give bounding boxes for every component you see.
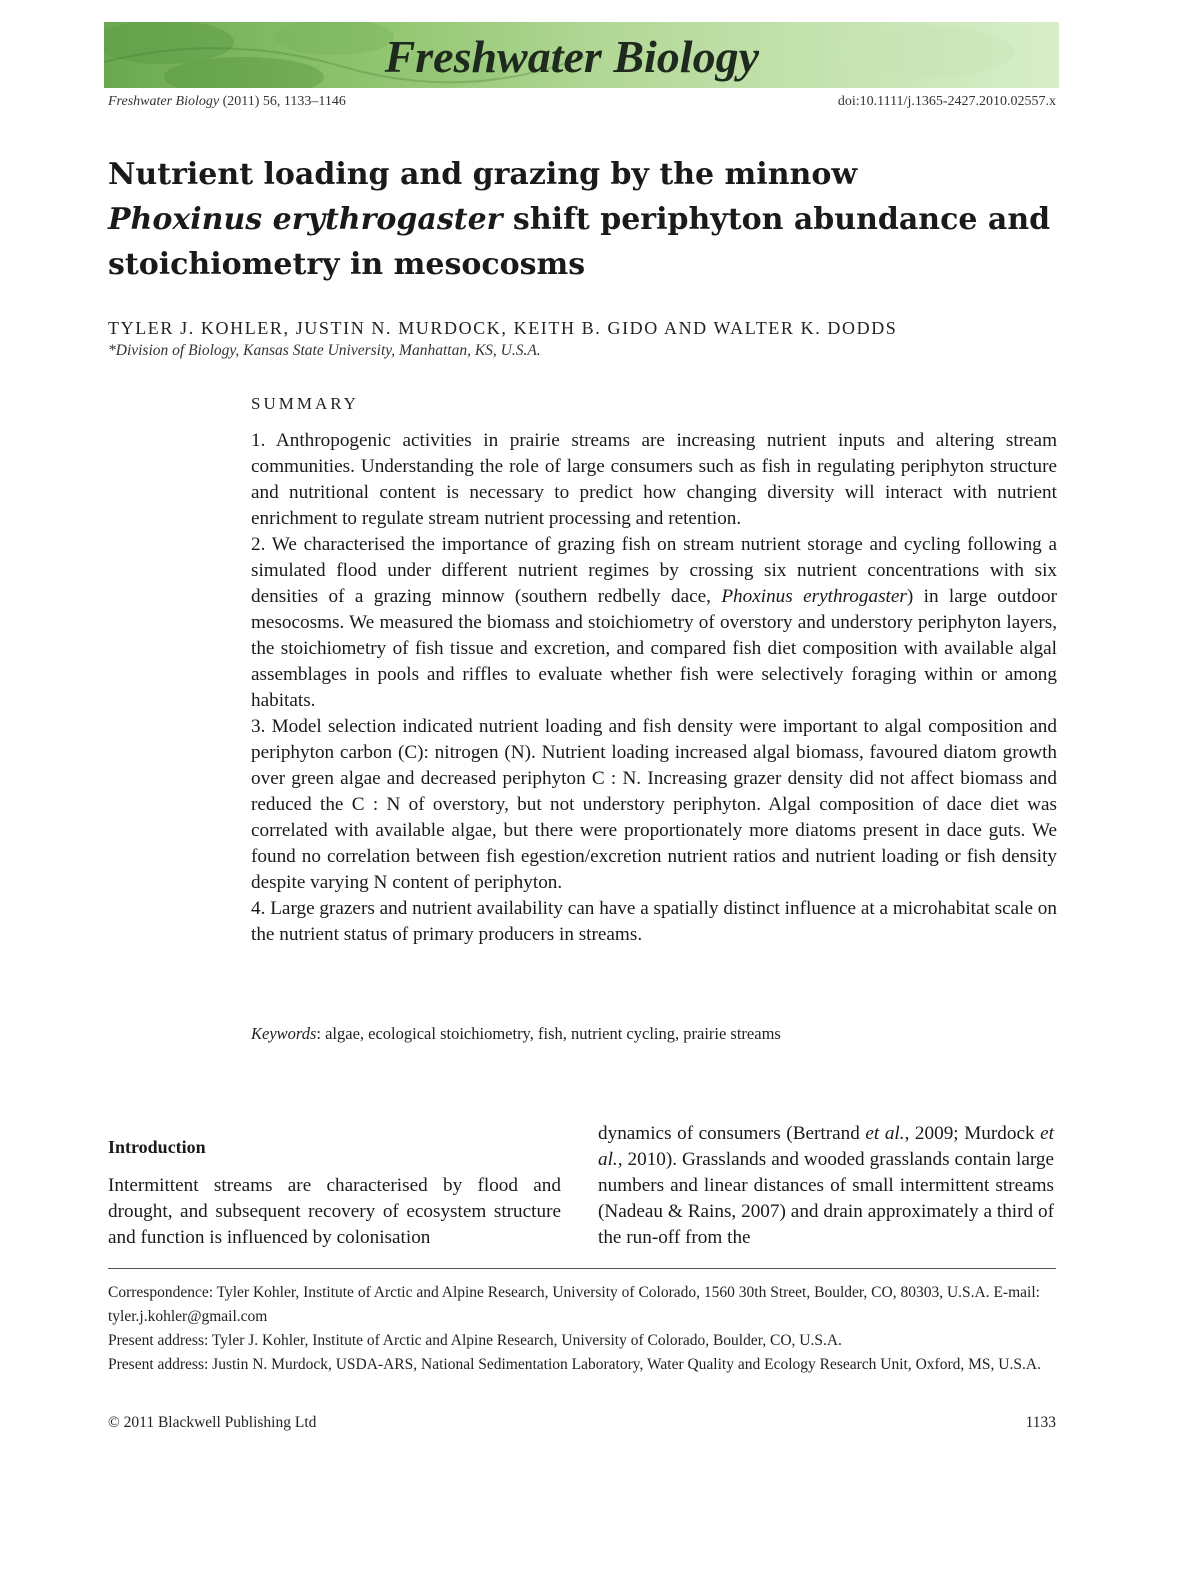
article-title [108, 152, 1068, 287]
footnote-divider [108, 1268, 1056, 1269]
summary-point-2-text-b: ) in large outdoor mesocosms. We measured the biomass and stoichiometry of overstory and understory periphyton layers, the stoichiometry of fish tissue and excretion, and compared fish diet composition with available algal assemblages in pools and riffles to evaluate whether fish were selectively foraging within or among habitats. [251, 586, 1057, 711]
summary-point-3: 3. Model selection indicated nutrient loading and fish density were important to algal composition and periphyton carbon (C): nitrogen (N). Nutrient loading increased algal biomass, favoured diatom growth over green algae and decreased periphyton C : N. Increasing grazer density did not affect biomass and reduced the C : N of overstory, but not understory periphyton. Algal composition of dace diet was correlated with available algae, but there were proportionately more diatoms present in dace guts. We found no correlation between fish egestion/excretion nutrient ratios and nutrient loading or fish density despite varying N content of periphyton. [251, 716, 1057, 893]
keywords-label: Keywords [251, 1024, 317, 1043]
summary-heading: SUMMARY [251, 394, 359, 413]
intro-right-text-c: , 2010). Grasslands and wooded grasslands contain large numbers and linear distances of small intermittent streams (Nadeau & Rains, 2007) and drain approximately a third of the run-off from the [598, 1149, 1054, 1248]
intro-right-text [598, 1121, 1054, 1251]
et-al-2: et al. [598, 1123, 1054, 1170]
intro-right-text-b: , 2009; Murdock [904, 1123, 1041, 1144]
title-part-1: Nutrient loading and grazing by the minnow [108, 157, 858, 192]
et-al-1: et al. [865, 1123, 905, 1144]
doi[interactable]: doi:10.1111/j.1365-2427.2010.02557.x [837, 94, 1056, 109]
summary-point-2-text-a: 2. We characterised the importance of grazing fish on stream nutrient storage and cycling following a simulated flood under different nutrient regimes by crossing six nutrient concentrations with six densities of a grazing minnow (southern redbelly dace, [251, 534, 1057, 607]
present-address-2: Present address: Justin N. Murdock, USDA-ARS, National Sedimentation Laboratory, Water Quality and Ecology Research Unit, Oxford, MS, U.S.A. [108, 1356, 1041, 1373]
summary-body [251, 428, 1057, 948]
footnotes [108, 1281, 1058, 1377]
intro-right-text-a: dynamics of consumers (Bertrand [598, 1123, 866, 1144]
summary-point-4: 4. Large grazers and nutrient availability can have a spatially distinct influence at a microhabitat scale on the nutrient status of primary producers in streams. [251, 898, 1057, 945]
copyright-notice: © 2011 Blackwell Publishing Ltd [108, 1414, 317, 1431]
summary-point-2-species: Phoxinus erythrogaster [721, 586, 907, 607]
citation-journal: Freshwater Biology [108, 94, 220, 109]
citation-line [108, 94, 346, 110]
intro-left-column [108, 1134, 561, 1251]
author-list: TYLER J. KOHLER, JUSTIN N. MURDOCK, KEITH B. GIDO AND WALTER K. DODDS [108, 318, 898, 338]
page-number: 1133 [1025, 1414, 1056, 1431]
citation-details: (2011) 56, 1133–1146 [219, 94, 346, 109]
keywords [251, 1024, 1057, 1044]
author-affiliation: *Division of Biology, Kansas State University, Manhattan, KS, U.S.A. [108, 342, 541, 359]
introduction-heading: Introduction [108, 1137, 206, 1157]
title-part-2: shift periphyton abundance and stoichiometry in mesocosms [108, 202, 1051, 282]
journal-banner-title: Freshwater Biology [384, 31, 759, 82]
summary-point-1: 1. Anthropogenic activities in prairie streams are increasing nutrient inputs and altering stream communities. Understanding the role of large consumers such as fish in regulating periphyton structure and nutritional content is necessary to predict how changing diversity will interact with nutrient enrichment to regulate stream nutrient processing and retention. [251, 430, 1057, 529]
intro-right-column [598, 1121, 1054, 1251]
correspondence-note: Correspondence: Tyler Kohler, Institute of Arctic and Alpine Research, University of Colorado, 1560 30th Street, Boulder, CO, 80303, U.S.A. E-mail: tyler.j.kohler@gmail.com [108, 1284, 1040, 1325]
summary-point-2 [251, 532, 1057, 714]
journal-banner [104, 22, 1059, 88]
keywords-list: : algae, ecological stoichiometry, fish, nutrient cycling, prairie streams [316, 1024, 781, 1043]
intro-left-text: Intermittent streams are characterised by flood and drought, and subsequent recovery of ecosystem structure and function is influenced by colonisation [108, 1175, 561, 1248]
present-address-1: Present address: Tyler J. Kohler, Institute of Arctic and Alpine Research, University of Colorado, Boulder, CO, U.S.A. [108, 1332, 842, 1349]
title-species: Phoxinus erythrogaster [108, 202, 503, 237]
